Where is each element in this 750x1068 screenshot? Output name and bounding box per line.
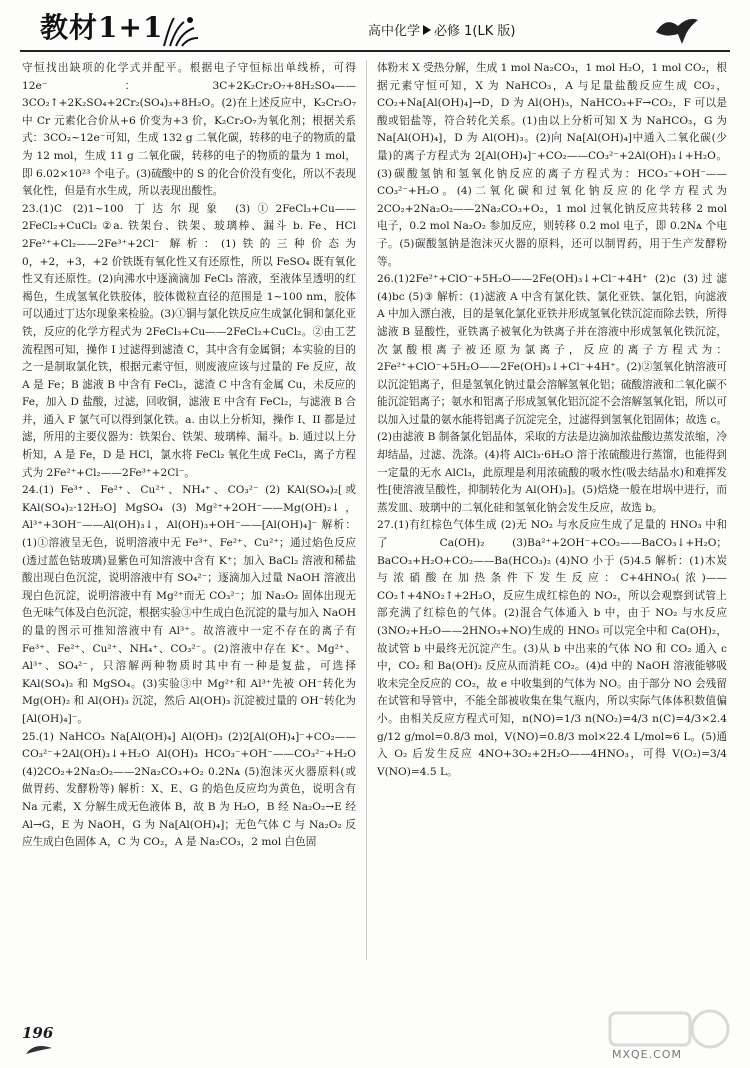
leaf-ornament-icon: [24, 1042, 54, 1056]
edition-label: 必修 1(LK 版): [434, 24, 516, 39]
bird-logo-icon: [652, 12, 702, 48]
answer-block: 25.(1) NaHCO₃ Na[Al(OH)₄] Al(OH)₃ (2)2[Al(OH)₄]⁻+CO₂——CO₃²⁻+2Al(OH)₃↓+H₂O Al(OH)₃ HCO₃⁻+OH⁻——CO₃²⁻+H₂O (4)2CO₂+2Na₂O₂——2Na₂CO₃+O₂ 0.2Nᴀ (5)泡沫灭火器原料(或做胃药、发酵粉等) 解析：X、E、G 的焰色反应均为黄色，说明含有 Na 元素，X 分解生成无色液体 B，故 B 为 H₂O，B 经 Na₂O₂→E 经 Al→G，E 为 NaOH，G 为 Na[Al(OH)₄]；无色气体 C 与 Na₂O₂ 反应生成白色固体 A，C 为 CO₂，A 是 Na₂CO₃，2 mol 白色固: [22, 730, 356, 849]
answer-block: 26.(1)2Fe²⁺+ClO⁻+5H₂O——2Fe(OH)₃↓+Cl⁻+4H⁺ (2)c (3)过滤 (4)bc (5)③ 解析：(1)滤液 A 中含有氯化铁、氯化亚铁、氯化铝，向滤液 A 中加入漂白液，目的是氧化氯化亚铁并形成氢氧化铁沉淀而除去铁，所得滤液 B 显酸性，亚铁离子被氧化为铁离子并在溶液中形成氢氧化铁沉淀，次氯酸根离子被还原为氯离子，反应的离子方程式为：2Fe²⁺+ClO⁻+5H₂O——2Fe(OH)₃↓+Cl⁻+4H⁺。(2)②氢氧化钠溶液可以沉淀铝离子，但是氢氧化钠过量会溶解氢氧化铝；硫酸溶液和二氧化碳不能沉淀铝离子；氨水和铝离子形成氢氧化铝沉淀不会溶解氢氧化铝，所以可以加入过量的氨水能将铝离子沉淀完全，过滤得到氢氧化铝固体；故选 c。(2)由滤液 B 制备氯化铝晶体，采取的方法是边滴加浓盐酸边蒸发浓缩，冷却结晶，过滤、洗涤。(4)将 AlCl₃·6H₂O 溶于浓硫酸进行蒸馏，也能得到一定量的无水 AlCl₃，此原理是利用浓硫酸的吸水性(吸去结晶水)和难挥发性[使溶液呈酸性，抑制转化为 Al(OH)₃]。(5)焙烧一般在坩埚中进行，而蒸发皿、玻璃中的二氧化硅和氢氧化钠会发生反应，故选 b。: [377, 273, 728, 514]
book-brand: 教材1+1: [40, 11, 164, 44]
answer-block: 23.(1)C (2)1~100 丁达尔现象 (3)①2FeCl₃+Cu——2FeCl₂+CuCl₂ ②a. 铁架台、铁架、玻璃棒、漏斗 b. Fe、HCl 2Fe²⁺+Cl₂——2Fe³⁺+2Cl⁻ 解析：(1)铁的三种价态为 0，+2，+3，+2 价铁既有氧化性又有还原性，所以 FeSO₄ 既有氧化性又有还原性。(2)向沸水中逐滴滴加 FeCl₃ 溶液，至液体呈透明的红褐色，生成氢氧化铁胶体，胶体微粒直径的范围是 1~100 nm，胶体可以通过丁达尔现象来检验。(3)①铜与氯化铁反应生成氯化铜和氯化亚铁，反应的化学方程式为 2FeCl₃+Cu——2FeCl₂+CuCl₂。②由工艺流程图可知，操作 I 过滤得到滤渣 C，其中含有金属铜；本实验的目的之一是制取氯化铁，根据元素守恒，则废液应该与过量的 Fe 反应，故 A 是 Fe；B 滤液 B 中含有 FeCl₂，滤渣 C 中含有金属 Cu，未反应的 Fe，加入 D 盐酸，过滤，回收铜，滤液 E 中含有 FeCl₂，与滤液 B 合并，通入 F 氯气可以得到氯化铁。a. 由以上分析知，操作 I、II 都是过滤，所用的主要仪器为：铁架台、铁架、玻璃棒、漏斗。b. 通过以上分析知，A 是 Fe，D 是 HCl，氯水将 FeCl₂ 氧化生成 FeCl₃，离子方程式为 2Fe²⁺+Cl₂——2Fe³⁺+2Cl⁻。: [22, 202, 356, 479]
answer-block: 27.(1)有红棕色气体生成 (2)无 NO₂ 与水反应生成了足量的 HNO₃ 中和了 Ca(OH)₂ (3)Ba²⁺+2OH⁻+CO₂——BaCO₃↓+H₂O；BaCO₃+H₂O+CO₂——Ba(HCO₃)₂ (4)NO 小于 (5)4.5 解析：(1)木炭与浓硝酸在加热条件下发生反应：C+4HNO₃(浓)——CO₂↑+4NO₂↑+2H₂O，反应生成红棕色的 NO₂，所以会观察到试管上部充满了红棕色的气体。(2)混合气体通入 b 中，由于 NO₂ 与水反应(3NO₂+H₂O——2HNO₃+NO)生成的 HNO₃ 可以完全中和 Ca(OH)₂，故试管 b 中最终无沉淀产生。(3)从 b 中出来的气体 NO 和 CO₂ 通入 c 中，CO₂ 和 Ba(OH)₂ 反应从而消耗 CO₂。(4)d 中的 NaOH 溶液能够吸收未完全反应的 CO₂，故 e 中收集到的气体为 NO。由于部分 NO 会残留在试管和导管中，不能全部被收集在集气瓶内，所以实际气体体积数值偏小。由相关反应方程式可知，n(NO)=1/3 n(NO₂)=4/3 n(C)=4/3×2.4 g/12 g/mol=0.8/3 mol，V(NO)=0.8/3 mol×22.4 L/mol≈6 L。(5)通入 O₂ 后发生反应 4NO+3O₂+2H₂O——4HNO₃，可得 V(O₂)=3/4 V(NO)=4.5 L。: [377, 519, 727, 778]
watermark-text: MXQE.COM: [612, 1048, 682, 1061]
answer-block: 24.(1) Fe³⁺、Fe²⁺、Cu²⁺、NH₄⁺、CO₃²⁻ (2) KAl(SO₄)₂[或 KAl(SO₄)₂·12H₂O] MgSO₄ (3) Mg²⁺+2OH⁻——Mg(OH)₂↓，Al³⁺+3OH⁻——Al(OH)₃↓，Al(OH)₃+OH⁻——[Al(OH)₄]⁻ 解析：(1)①溶液呈无色，说明溶液中无 Fe³⁺、Fe²⁺、Cu²⁺；通过焰色反应(透过蓝色钴玻璃)显紫色可知溶液中含有 K⁺；加入 BaCl₂ 溶液和稀盐酸出现白色沉淀，说明溶液中有 SO₄²⁻；逐滴加入过量 NaOH 溶液出现白色沉淀，说明溶液中有 Mg²⁺而无 CO₃²⁻；加 Na₂O₂ 固体出现无色无味气体及白色沉淀，根据实验③中生成白色沉淀的量与加入 NaOH 的量的图示可推知溶液中有 Al³⁺。故溶液中一定不存在的离子有 Fe³⁺、Fe²⁺、Cu²⁺、NH₄⁺、CO₃²⁻。(2)溶液中存在 K⁺、Mg²⁺、Al³⁺、SO₄²⁻，只溶解两种物质时其中有一种是复盐，可选择 KAl(SO₄)₂ 和 MgSO₄。(3)实验③中 Mg²⁺和 Al³⁺先被 OH⁻转化为 Mg(OH)₂ 和 Al(OH)₃ 沉淀，然后 Al(OH)₃ 沉淀被过量的 OH⁻转化为[Al(OH)₄]⁻。: [22, 484, 356, 725]
page-number: 196: [22, 1024, 54, 1042]
column-divider: [366, 60, 367, 960]
grass-ornament-icon: [160, 14, 200, 48]
answer-block: 体粉末 X 受热分解，生成 1 mol Na₂CO₃，1 mol H₂O，1 mol CO₂，根据元素守恒可知，X 为 NaHCO₃，A 与足量盐酸反应生成 CO₂，CO₂+Na[Al(OH)₄]→D，D 为 Al(OH)₃，NaHCO₃+F→CO₂，F 可以是酸或铝盐等，符合转化关系。(1)由以上分析可知 X 为 NaHCO₃，G 为 Na[Al(OH)₄]，D 为 Al(OH)₃。(2)向 Na[Al(OH)₄]中通入二氧化碳(少量)的离子方程式为 2[Al(OH)₄]⁻+CO₂——CO₃²⁻+2Al(OH)₃↓+H₂O。(3)碳酸氢钠和氢氧化钠反应的离子方程式为：HCO₃⁻+OH⁻——CO₃²⁻+H₂O。(4)二氧化碳和过氧化钠反应的化学方程式为 2CO₂+2Na₂O₂——2Na₂CO₃+O₂，1 mol 过氧化钠反应共转移 2 mol 电子，0.2 mol Na₂O₂ 参加反应，则转移 0.2 mol 电子，即 0.2Nᴀ 个电子。(5)碳酸氢钠是泡沫灭火器的原料，还可以制胃药，用于生产发酵粉等。: [377, 62, 727, 268]
subject-label: 高中化学: [368, 24, 421, 39]
header-rule: [20, 50, 730, 52]
header-subject: [368, 20, 515, 39]
right-column: [377, 60, 727, 781]
left-column: [22, 60, 356, 852]
page-header: [0, 0, 750, 52]
answer-block: 守恒找出缺项的化学式并配平。根据电子守恒标出单线桥，可得 12e⁻：3C+2K₂Cr₂O₇+8H₂SO₄——3CO₂↑+2K₂SO₄+2Cr₂(SO₄)₃+8H₂O。(2)在上述反应中，K₂Cr₂O₇ 中 Cr 元素化合价从+6 价变为+3 价，K₂Cr₂O₇为氧化剂；根据关系式：3CO₂~12e⁻可知，生成 132 g 二氧化碳，转移的电子的物质的量为 12 mol，生成 11 g 二氧化碳，转移的电子的物质的量为 1 mol，即 6.02×10²³ 个电子。(3)硫酸中的 S 的化合价没有变化，所以不表现氧化性，但是有水生成，所以表现出酸性。: [22, 62, 356, 198]
play-arrow-icon: [423, 25, 431, 35]
